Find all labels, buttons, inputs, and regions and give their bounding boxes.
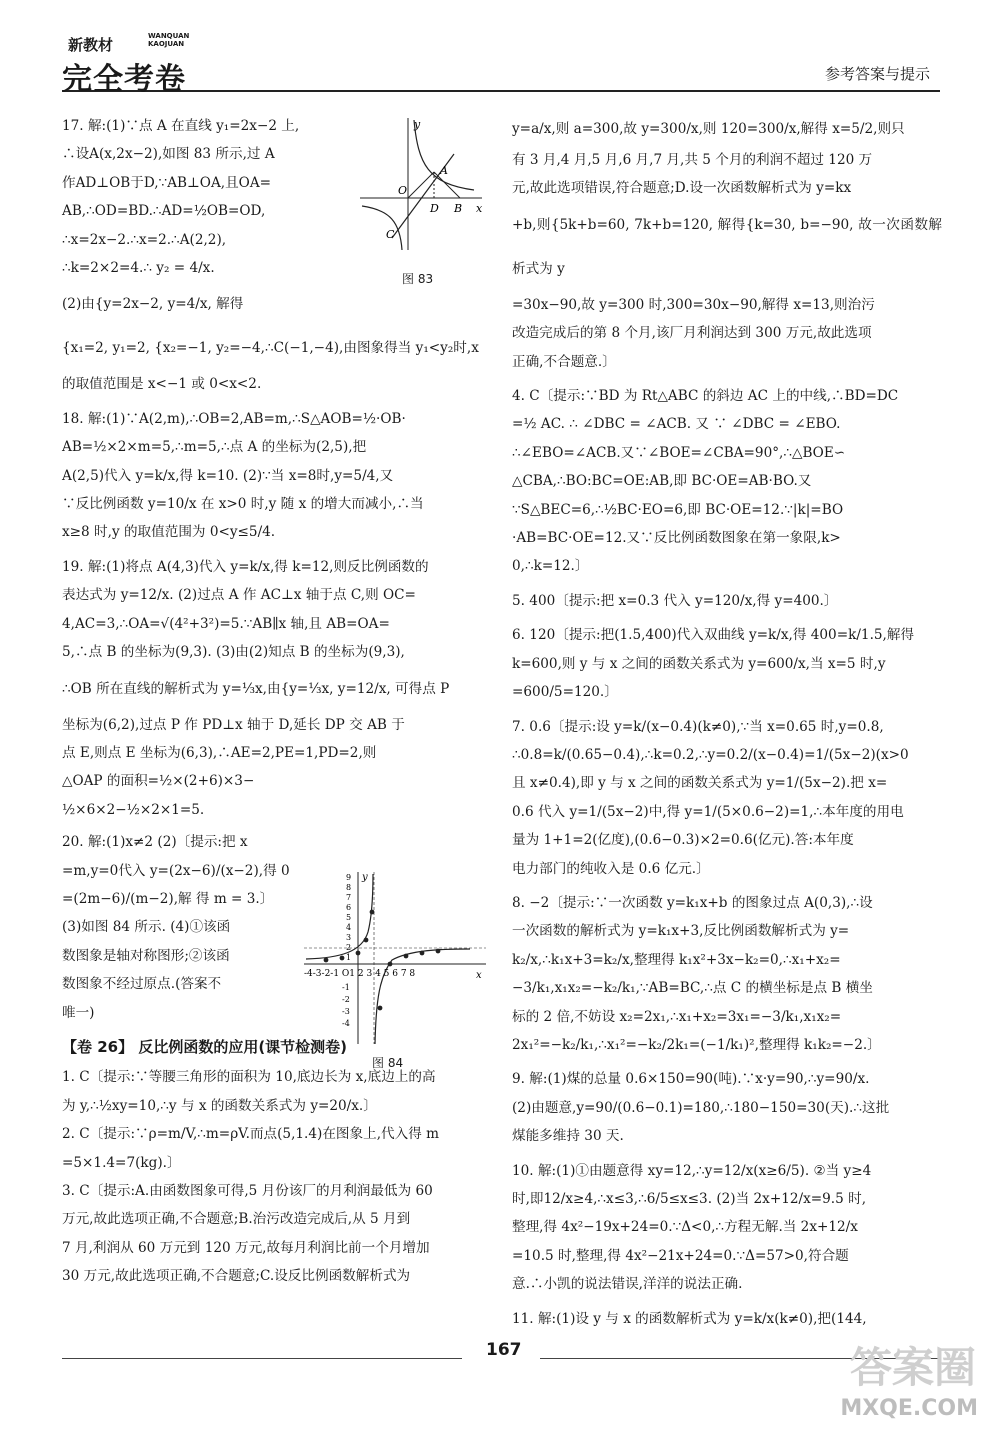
answer-line: (2)由{y=2x−2, y=4/x, 解得: [62, 296, 244, 313]
answer-line: 点 E,则点 E 坐标为(6,3),∴AE=2,PE=1,PD=2,则: [62, 744, 377, 761]
answer-line: 坐标为(6,2),过点 P 作 PD⊥x 轴于 D,延长 DP 交 AB 于: [62, 716, 405, 733]
fig84-point: [364, 938, 369, 943]
answer-line: 表达式为 y=12/x. (2)过点 A 作 AC⊥x 轴于点 C,则 OC=: [62, 587, 416, 604]
answer-line: 1. C〔提示:∵等腰三角形的面积为 10,底边长为 x,底边上的高: [62, 1069, 436, 1086]
answer-line: x≥8 时,y 的取值范围为 0<y≤5/4.: [62, 524, 276, 541]
answer-line: 10. 解:(1)①由题意得 xy=12,∴y=12/x(x≥6/5). ②当 y≥4: [512, 1162, 872, 1179]
figure-83: [356, 114, 486, 254]
header-section-title: 参考答案与提示: [824, 65, 930, 83]
fig84-y-tick: 7: [346, 893, 352, 902]
watermark-url: MXQE.COM: [840, 1396, 978, 1421]
brand-sub: WANQUAN KAOJUAN: [148, 32, 190, 48]
answer-line: 30 万元,故此选项正确,不合题意;C.设反比例函数解析式为: [62, 1268, 411, 1285]
answer-line: ∴x=2x−2.∴x=2.∴A(2,2),: [62, 231, 227, 248]
answer-line: 6. 120〔提示:把(1.5,400)代入双曲线 y=k/x,得 400=k/1.5,解得: [512, 627, 915, 644]
fig84-y-tick: -3: [342, 1007, 350, 1016]
answer-line: {x₁=2, y₁=2, {x₂=−1, y₂=−4,∴C(−1,−4),由图象得当 y₁<y₂时,x: [62, 340, 479, 357]
page-header: [62, 28, 940, 97]
fig84-y-tick: 1: [346, 953, 352, 962]
answer-line: 5. 400〔提示:把 x=0.3 代入 y=120/x,得 y=400.〕: [512, 592, 838, 609]
answer-line: 2x₁²=−k₂/k₁,∴x₁²=−k₂/2k₁=(−1/k₁)²,整理得 k₁k₂=−2.〕: [512, 1036, 881, 1053]
answer-line: 意.∴小凯的说法错误,洋洋的说法正确.: [512, 1276, 743, 1293]
answer-line: =(2m−6)/(m−2),解 得 m = 3.〕: [62, 890, 274, 907]
answer-line: =5×1.4=7(kg).〕: [62, 1154, 181, 1171]
answer-line: 一次函数的解析式为 y=k₁x+3,反比例函数解析式为 y=: [512, 923, 850, 940]
answer-line: ½×6×2−½×2×1=5.: [62, 801, 205, 818]
fig84-point: [378, 1006, 383, 1011]
answer-line: △CBA,∴BO:BC=OE:AB,即 BC·OE=AB·BO.又: [512, 473, 812, 490]
fig83-label-y: y: [414, 118, 421, 131]
fig84-y-tick: 4: [346, 923, 352, 932]
answer-line: 有 3 月,4 月,5 月,6 月,7 月,共 5 个月的利润不超过 120 万: [512, 152, 873, 168]
answer-line: =m,y=0代入 y=(2x−6)/(x−2),得 0: [62, 862, 290, 879]
fig84-y-tick: 8: [346, 883, 352, 892]
answer-line: 数图象不经过原点.(答案不: [62, 976, 222, 993]
brand-small: 新教材: [68, 36, 114, 54]
answer-line: 正确,不合题意.〕: [512, 353, 616, 370]
answer-line: A(2,5)代入 y=k/x,得 k=10. (2)∵当 x=8时,y=5/4,又: [62, 467, 394, 484]
fig83-label-c: C: [386, 228, 395, 241]
answer-line: △OAP 的面积=½×(2+6)×3−: [62, 773, 255, 790]
answer-line: 作AD⊥OB于D,∵AB⊥OA,且OA=: [62, 174, 272, 191]
answer-line: 4. C〔提示:∵BD 为 Rt△ABC 的斜边 AC 上的中线,∴BD=DC: [512, 388, 899, 405]
answer-line: (2)由题意,y=90/(0.6−0.1)=180,∴180−150=30(天).∴这批: [512, 1099, 890, 1116]
answer-line: 改造完成后的第 8 个月,该厂月利润达到 300 万元,故此选项: [512, 325, 872, 342]
fig84-y-tick: -1: [342, 983, 350, 992]
fig84-y-tick: 5: [346, 913, 352, 922]
answer-line: y=a/x,则 a=300,故 y=300/x,则 120=300/x,解得 x=5/2,则只: [512, 121, 905, 137]
fig84-point: [404, 954, 409, 959]
answer-line: 18. 解:(1)∵A(2,m),∴OB=2,AB=m,∴S△AOB=½·OB·: [62, 410, 406, 427]
section-title: 【卷 26】 反比例函数的应用(课节检测卷): [62, 1037, 348, 1056]
answer-line: 7 月,利润从 60 万元到 120 万元,故每月利润比前一个月增加: [62, 1239, 430, 1256]
fig83-label-a: A: [440, 164, 448, 177]
fig83-label-o: O: [398, 184, 408, 197]
left-column: [62, 112, 494, 1291]
fig84-y-tick: -2: [342, 995, 350, 1004]
answer-line: 量为 1+1=2(亿度),(0.6−0.3)×2=0.6(亿元).答:本年度: [512, 832, 854, 849]
answer-line: =10.5 时,整理,得 4x²−21x+24=0.∵Δ=57>0,符合题: [512, 1247, 849, 1264]
answer-line: ∴k=2×2=4.∴ y₂ = 4/x.: [62, 260, 215, 277]
answer-line: 为 y,∴½xy=10,∴y 与 x 的函数关系式为 y=20/x.〕: [62, 1097, 377, 1114]
answer-line: 煤能多维持 30 天.: [512, 1128, 624, 1145]
answer-line: 8. −2〔提示:∵一次函数 y=k₁x+b 的图象过点 A(0,3),∴设: [512, 894, 873, 911]
fig84-point: [356, 951, 361, 956]
watermark-logo-text: 答案圈: [849, 1343, 976, 1392]
fig84-y-tick: 9: [346, 873, 352, 882]
fig84-label-x: x: [476, 970, 482, 981]
answer-line: 9. 解:(1)煤的总量 0.6×150=90(吨).∵x·y=90,∴y=90/x.: [512, 1071, 870, 1088]
fig84-point: [324, 958, 329, 963]
fig84-point: [388, 962, 393, 967]
footer-rule-left: [62, 1358, 462, 1359]
answer-line: ∵反比例函数 y=10/x 在 x>0 时,y 随 x 的增大而减小,∴当: [62, 496, 424, 513]
fig84-point: [420, 951, 425, 956]
answer-line: −3/k₁,x₁x₂=−k₂/k₁,∵AB=BC,∴点 C 的横坐标是点 B 横坐: [512, 980, 873, 997]
figure-84-caption: 图 84: [372, 1056, 404, 1070]
right-column: [512, 112, 942, 1333]
fig83-label-b: B: [454, 202, 463, 215]
answer-line: k₂/x,∴k₁x+3=k₂/x,整理得 k₁x²+3x−k₂=0,∴x₁+x₂=: [512, 951, 841, 968]
fig83-oa: [408, 172, 434, 198]
answer-line: ·AB=BC·OE=12.又∵反比例函数图象在第一象限,k>: [512, 530, 841, 547]
fig84-y-tick: 3: [346, 933, 352, 942]
answer-line: +b,则{5k+b=60, 7k+b=120, 解得{k=30, b=−90, 故一次函数解析式为 y: [512, 216, 942, 277]
answer-line: 唯一): [62, 1004, 95, 1021]
fig84-x-ticks: -4-3-2-1 O1 2 3 4 5 6 7 8: [304, 969, 416, 979]
answer-line: 0.6 代入 y=1/(5x−2)中,得 y=1/(5×0.6−2)=1,∴本年度的用电: [512, 803, 904, 820]
answer-line: ∴设A(x,2x−2),如图 83 所示,过 A: [62, 146, 275, 163]
answer-line: 的取值范围是 x<−1 或 0<x<2.: [62, 376, 262, 393]
answer-line: k=600,则 y 与 x 之间的函数关系式为 y=600/x,当 x=5 时,y: [512, 655, 886, 672]
answer-line: 万元,故此选项正确,不合题意;B.治污改造完成后,从 5 月到: [62, 1211, 411, 1228]
answer-line: 且 x≠0.4),即 y 与 x 之间的函数关系式为 y=1/(5x−2).把 x=: [512, 775, 888, 792]
fig83-hyperbola-q3: [362, 206, 402, 250]
answer-line: ∴OB 所在直线的解析式为 y=⅓x,由{y=⅓x, y=12/x, 可得点 P: [62, 680, 450, 697]
answer-line: 20. 解:(1)x≠2 (2)〔提示:把 x: [62, 834, 248, 851]
answer-line: ∴∠EBO=∠ACB.又∵∠BOE=∠CBA=90°,∴△BOE∽: [512, 444, 846, 461]
answer-line: =30x−90,故 y=300 时,300=30x−90,解得 x=13,则治污: [512, 296, 875, 313]
answer-line: 7. 0.6〔提示:设 y=k/(x−0.4)(k≠0),∵当 x=0.65 时,y=0.8,: [512, 718, 884, 735]
fig84-point: [370, 910, 375, 915]
answer-line: 19. 解:(1)将点 A(4,3)代入 y=k/x,得 k=12,则反比例函数的: [62, 558, 429, 575]
answer-line: ∵S△BEC=6,∴½BC·EO=6,即 BC·OE=12.∵|k|=BO: [512, 501, 844, 518]
fig84-point: [340, 956, 345, 961]
fig83-label-d: D: [430, 202, 439, 215]
fig84-point: [436, 949, 441, 954]
answer-line: =600/5=120.〕: [512, 684, 618, 701]
figure-84: [300, 868, 490, 1048]
fig84-label-y: y: [362, 872, 368, 883]
fig84-y-tick: 6: [346, 903, 352, 912]
answer-line: 3. C〔提示:A.由函数图象可得,5 月份该厂的月利润最低为 60: [62, 1183, 433, 1199]
answer-line: (3)如图 84 所示. (4)①该函: [62, 919, 231, 936]
answer-line: 整理,得 4x²−19x+24=0.∵Δ<0,∴方程无解.当 2x+12/x: [512, 1219, 858, 1236]
answer-line: 4,AC=3,∴OA=√(4²+3²)=5.∵AB∥x 轴,且 AB=OA=: [62, 615, 390, 632]
answer-line: AB=½×2×m=5,∴m=5,∴点 A 的坐标为(2,5),把: [62, 439, 367, 456]
fig83-hyperbola-q1: [414, 120, 474, 190]
fig84-branch-left: [306, 874, 373, 959]
fig84-y-tick: 2: [346, 943, 352, 952]
fig83-label-x: x: [476, 202, 483, 215]
figure-83-caption: 图 83: [402, 272, 434, 286]
answer-line: 11. 解:(1)设 y 与 x 的函数解析式为 y=k/x(k≠0),把(144,: [512, 1310, 867, 1327]
answer-line: ∴0.8=k/(0.65−0.4),∴k=0.2,∴y=0.2/(x−0.4)=1/(5x−2)(x>0: [512, 746, 909, 763]
answer-line: 17. 解:(1)∵点 A 在直线 y₁=2x−2 上,: [62, 118, 300, 134]
fig84-y-tick: -4: [342, 1019, 350, 1028]
brand-title: 完全考卷: [62, 62, 186, 97]
answer-line: 0,∴k=12.〕: [512, 558, 589, 575]
answer-line: 时,即12/x≥4,∴x≤3,∴6/5≤x≤3. (2)当 2x+12/x=9.5 时,: [512, 1191, 867, 1207]
answer-line: 5,∴点 B 的坐标为(9,3). (3)由(2)知点 B 的坐标为(9,3),: [62, 644, 405, 661]
answer-line: =½ AC. ∴ ∠DBC = ∠ACB. 又 ∵ ∠DBC = ∠EBO.: [512, 416, 841, 433]
answer-line: 元,故此选项错误,符合题意;D.设一次函数解析式为 y=kx: [512, 180, 852, 197]
page-number: 167: [486, 1340, 522, 1360]
answer-line: 2. C〔提示:∵ρ=m/V,∴m=ρV.而点(5,1.4)在图象上,代入得 m: [62, 1126, 440, 1143]
answer-line: 电力部门的纯收入是 0.6 亿元.〕: [512, 860, 710, 877]
answer-line: 数图象是轴对称图形;②该函: [62, 947, 230, 964]
answer-line: 标的 2 倍,不妨设 x₂=2x₁,∴x₁+x₂=3x₁=−3/k₁,x₁x₂=: [512, 1008, 842, 1025]
watermark: [800, 1335, 990, 1425]
answer-line: AB,∴OD=BD.∴AD=½OB=OD,: [62, 203, 266, 220]
